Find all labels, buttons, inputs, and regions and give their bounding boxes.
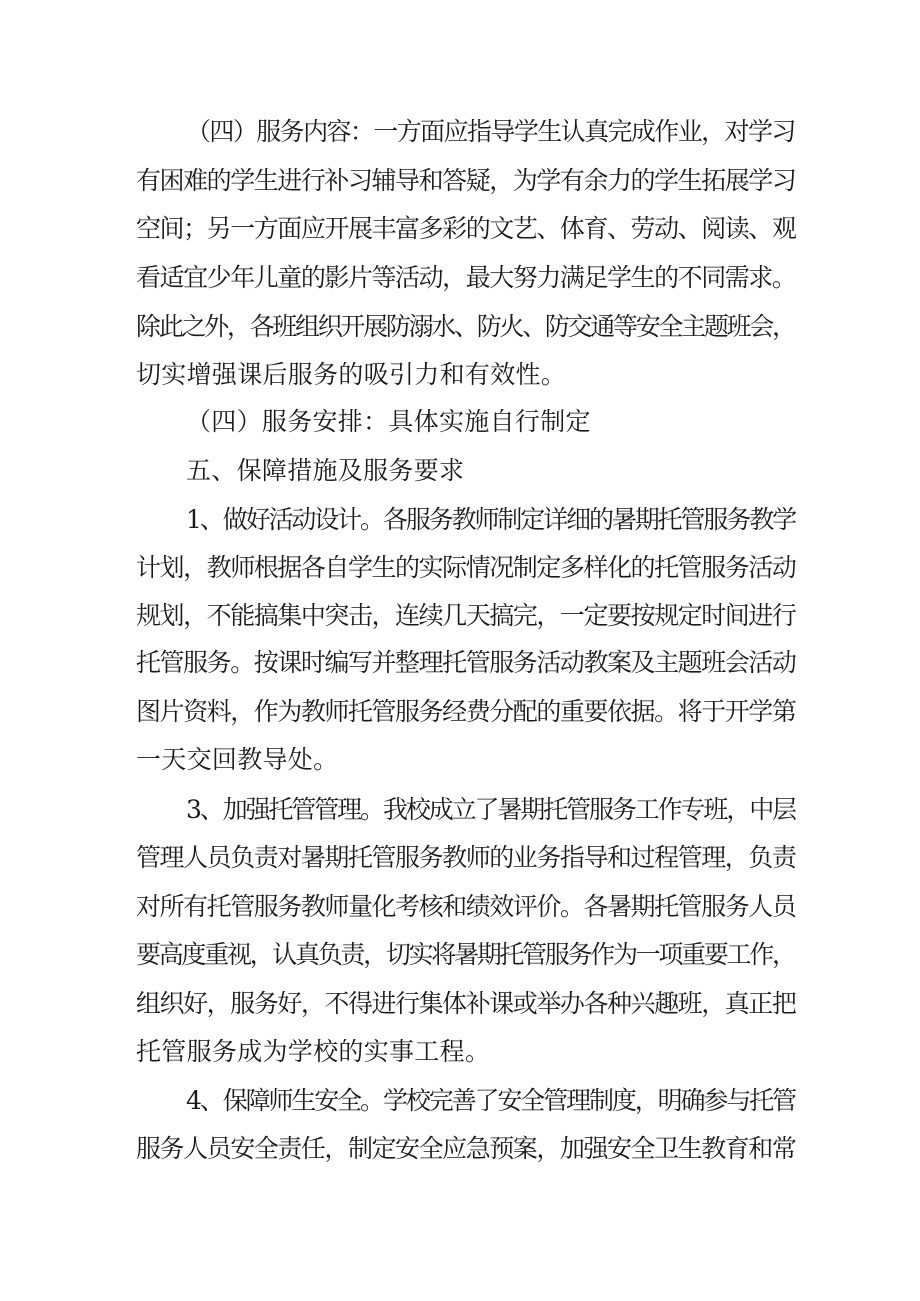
paragraph-line: 服务人员安全责任，制定安全应急预案，加强安全卫生教育和常	[136, 1134, 796, 1163]
paragraph-line: 计划，教师根据各自学生的实际情况制定多样化的托管服务活动	[136, 553, 796, 582]
paragraph-line: 有困难的学生进行补习辅导和答疑，为学有余力的学生拓展学习	[136, 166, 796, 195]
paragraph-line: 3、加强托管管理。我校成立了暑期托管服务工作专班，中层	[186, 795, 796, 824]
paragraph-line: 看适宜少年儿童的影片等活动，最大努力满足学生的不同需求。	[136, 263, 796, 292]
paragraph-line: 组织好，服务好，不得进行集体补课或举办各种兴趣班，真正把	[136, 989, 796, 1018]
paragraph-line: 管理人员负责对暑期托管服务教师的业务指导和过程管理，负责	[136, 843, 796, 872]
paragraph-line: （四）服务内容：一方面应指导学生认真完成作业，对学习	[186, 117, 795, 146]
paragraph-line: 对所有托管服务教师量化考核和绩效评价。各暑期托管服务人员	[136, 892, 796, 921]
paragraph-line: 1、做好活动设计。各服务教师制定详细的暑期托管服务教学	[186, 505, 796, 534]
paragraph-line: 托管服务。按课时编写并整理托管服务活动教案及主题班会活动	[136, 648, 796, 677]
paragraph-line: 4、保障师生安全。学校完善了安全管理制度，明确参与托管	[186, 1086, 796, 1115]
paragraph-line: 要高度重视，认真负责，切实将暑期托管服务作为一项重要工作，	[136, 940, 795, 969]
paragraph-line: 托管服务成为学校的实事工程。	[136, 1037, 491, 1066]
paragraph-line: 切实增强课后服务的吸引力和有效性。	[136, 360, 567, 389]
paragraph-line: 除此之外，各班组织开展防溺水、防火、防交通等安全主题班会，	[136, 312, 795, 341]
section-subheading: （四）服务安排：具体实施自行制定	[186, 407, 591, 436]
paragraph-line: 图片资料，作为教师托管服务经费分配的重要依据。将于开学第	[136, 697, 796, 726]
section-heading: 五、保障措施及服务要求	[186, 456, 465, 485]
paragraph-line: 一天交回教导处。	[136, 745, 339, 774]
paragraph-line: 规划，不能搞集中突击，连续几天搞完，一定要按规定时间进行	[136, 601, 796, 630]
paragraph-line: 空间；另一方面应开展丰富多彩的文艺、体育、劳动、阅读、观	[136, 214, 796, 243]
